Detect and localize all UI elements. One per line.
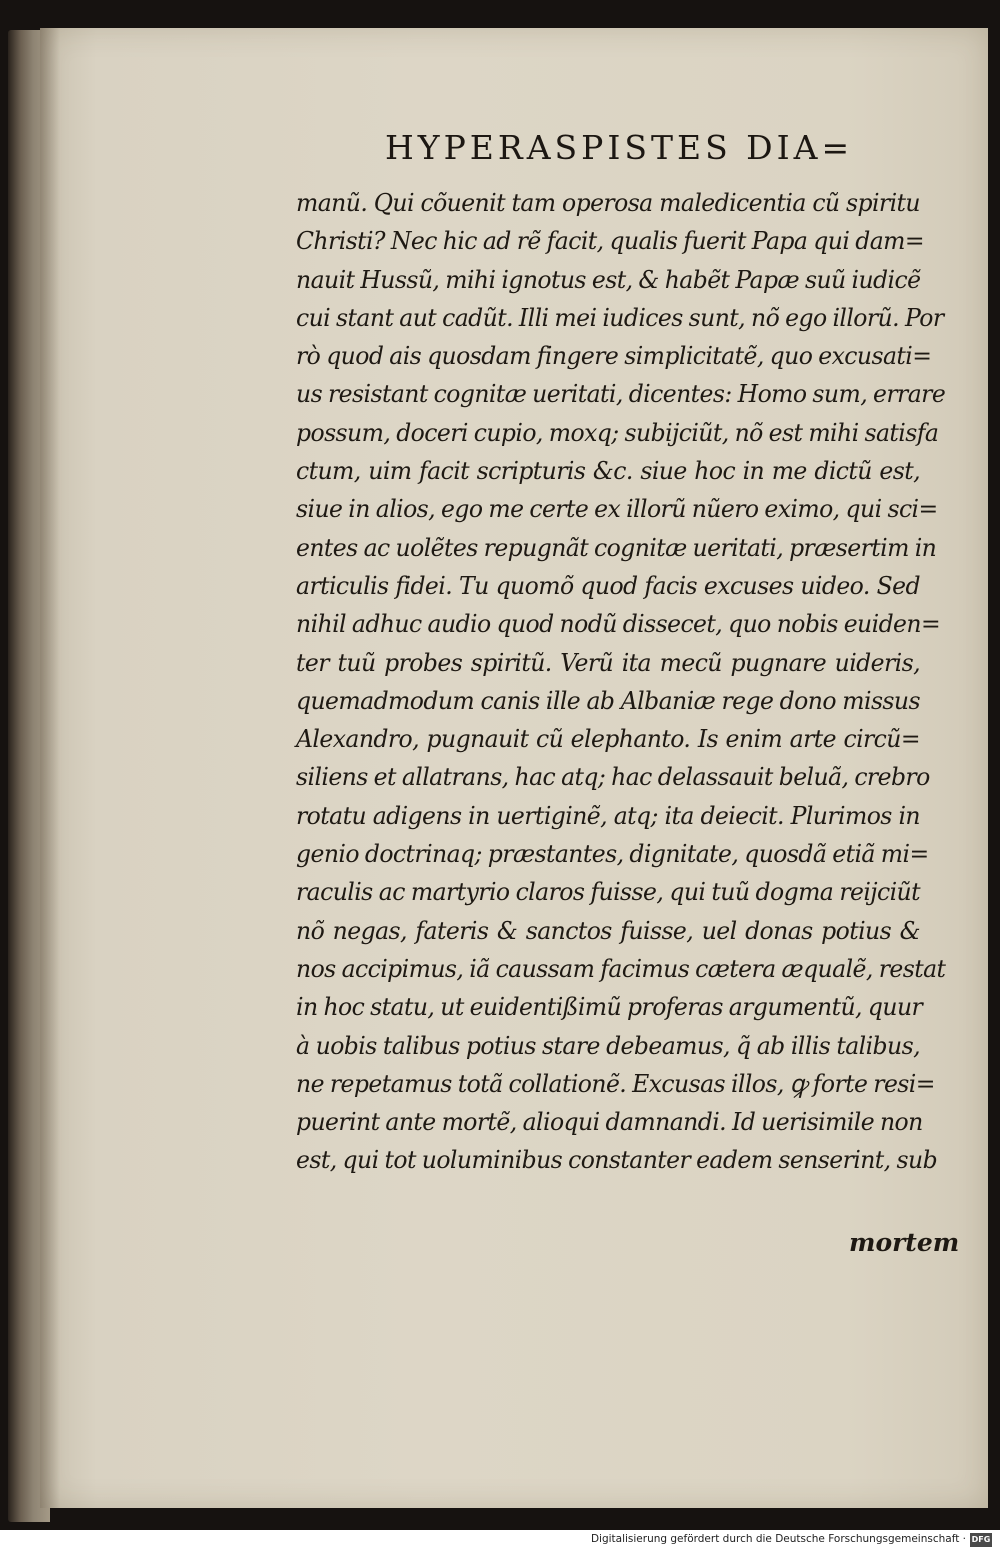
text-line: rotatu adigens in uertiginẽ, atq; ita deiecit. Plurimos in: [296, 800, 920, 830]
text-line: est, qui tot uoluminibus constanter eadem senserint, sub: [296, 1145, 938, 1175]
text-line: à uobis talibus potius stare debeamus, q̃ ab illis talibus,: [296, 1030, 920, 1060]
funding-credit: Digitalisierung gefördert durch die Deutsche Forschungsgemeinschaft ·: [590, 1533, 966, 1545]
text-line: Alexandro, pugnauit cũ elephanto. Is enim arte circũ=: [296, 724, 920, 754]
text-line: nihil adhuc audio quod nodũ dissecet, quo nobis euiden=: [296, 609, 941, 639]
text-line: nõ negas, fateris & sanctos fuisse, uel donas potius &: [296, 915, 920, 945]
text-line: ne repetamus totã collationẽ. Excusas illos, ꝙ forte resi=: [296, 1068, 935, 1098]
text-line: siliens et allatrans, hac atq; hac delassauit beluã, crebro: [296, 762, 930, 792]
text-line: nos accipimus, iã caussam facimus cætera æqualẽ, restat: [296, 953, 946, 983]
text-line: quemadmodum canis ille ab Albaniæ rege dono missus: [296, 685, 920, 715]
text-line: us resistant cognitæ ueritati, dicentes: Homo sum, errare: [296, 379, 946, 409]
text-line: manũ. Qui cõuenit tam operosa maledicentia cũ spiritu: [296, 188, 920, 217]
dfg-logo-icon: DFG: [970, 1533, 992, 1547]
page-gutter-shadow: [40, 28, 60, 1508]
catchword: mortem: [849, 1228, 960, 1257]
text-line: articulis fidei. Tu quomõ quod facis excuses uideo. Sed: [296, 570, 920, 600]
text-line: cui stant aut cadũt. Illi mei iudices sunt, nõ ego illorũ. Por: [296, 302, 944, 332]
text-line: Christi? Nec hic ad rẽ facit, qualis fuerit Papa qui dam=: [296, 226, 925, 256]
text-line: genio doctrinaq; præstantes, dignitate, quosdã etiã mi=: [296, 839, 929, 869]
text-line: nauit Hussũ, mihi ignotus est, & habẽt Papæ suũ iudicẽ: [296, 264, 921, 294]
text-line: raculis ac martyrio claros fuisse, qui tuũ dogma reijciũt: [296, 877, 920, 907]
text-line: ctum, uim facit scripturis &c. siue hoc in me dictũ est,: [296, 456, 920, 486]
text-line: rò quod ais quosdam fingere simplicitatẽ, quo excusati=: [296, 341, 932, 371]
text-line: ter tuũ probes spiritũ. Verũ ita mecũ pugnare uideris,: [296, 647, 920, 677]
text-line: in hoc statu, ut euidentißimũ proferas argumentũ, quur: [296, 992, 923, 1022]
text-line: siue in alios, ego me certe ex illorũ nũero eximo, qui sci=: [296, 494, 938, 524]
text-line: possum, doceri cupio, moxq; subijciũt, nõ est mihi satisfa: [296, 417, 939, 447]
text-line: entes ac uolẽtes repugnãt cognitæ ueritati, præsertim in: [296, 532, 937, 562]
running-head: HYPERASPISTES DIA=: [385, 128, 854, 167]
text-line: puerint ante mortẽ, alioqui damnandi. Id uerisimile non: [296, 1107, 923, 1137]
body-text: [296, 184, 946, 1180]
